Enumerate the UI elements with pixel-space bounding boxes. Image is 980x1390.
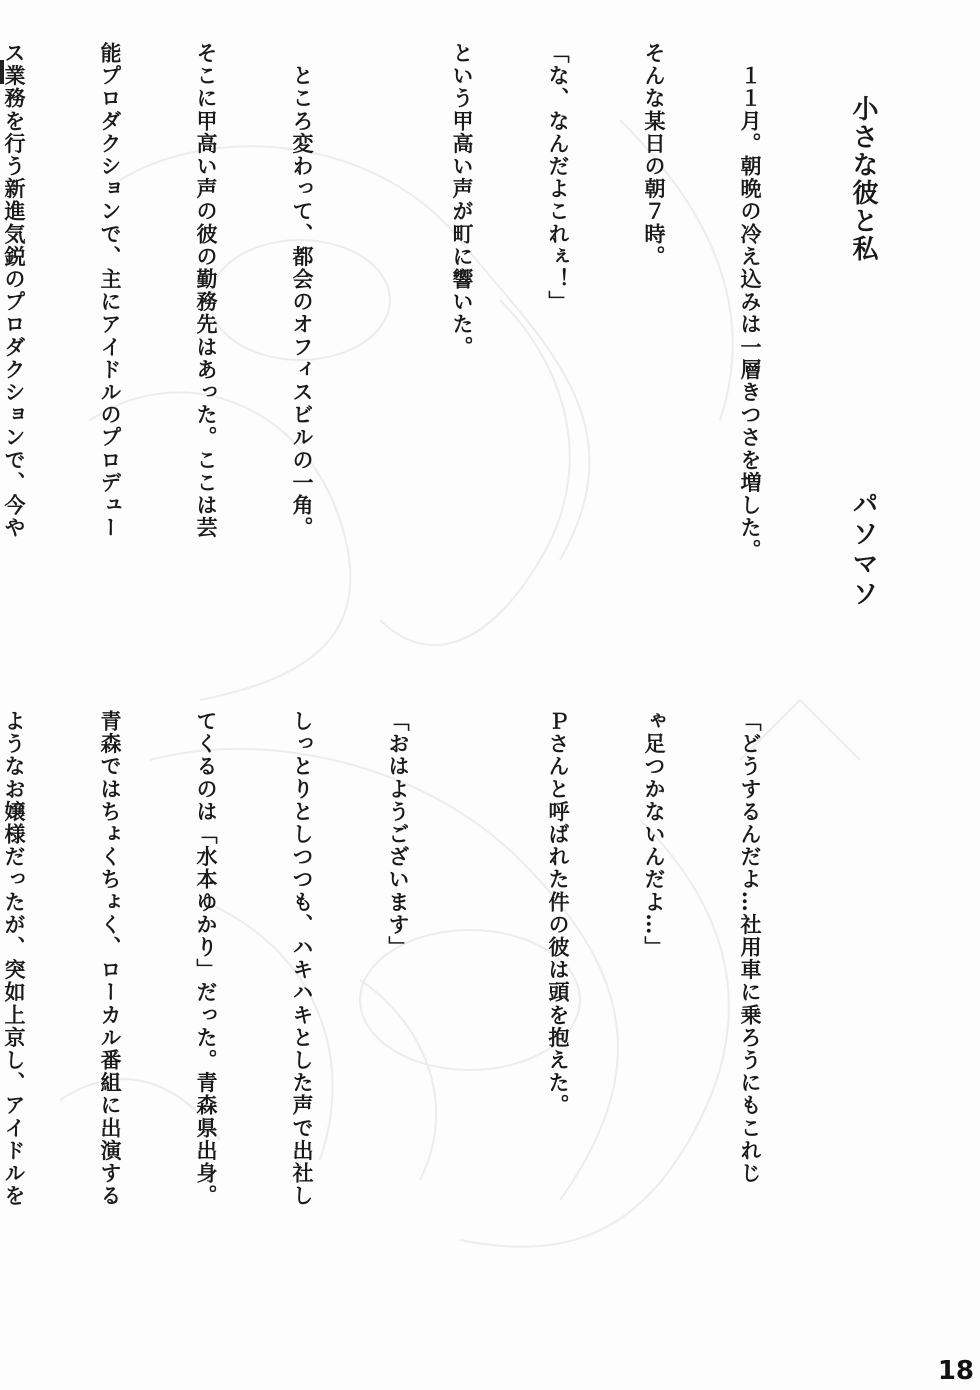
text-line: という甲高い声が町に響いた。 — [450, 42, 475, 359]
text-line: 能プロダクションで、主にアイドルのプロデュー — [98, 42, 123, 540]
text-line: しっとりとしつつも、ハキハキとした声で出社し — [290, 710, 315, 1208]
body-text-bottom — [0, 710, 830, 1360]
author-name: パソマソ — [848, 490, 878, 610]
body-text-top — [0, 42, 830, 682]
text-line: 「な、なんだよこれぇ！」 — [546, 42, 571, 314]
text-line: そこに甲高い声の彼の勤務先はあった。ここは芸 — [194, 42, 219, 540]
story-title: 小さな彼と私 — [848, 95, 878, 263]
text-line: ゃ足つかないんだよ…」 — [642, 710, 667, 959]
text-line: 「どうするんだよ…社用車に乗ろうにもこれじ — [738, 710, 763, 1185]
text-line: そんな某日の朝７時。 — [642, 42, 667, 268]
text-line: てくるのは「水本ゆかり」だった。青森県出身。 — [194, 710, 219, 1208]
text-line: 青森ではちょくちょく、ローカル番組に出演する — [98, 710, 123, 1208]
text-line: Ｐさんと呼ばれた件の彼は頭を抱えた。 — [546, 710, 571, 1117]
text-line: ス業務を行う新進気鋭のプロダクションで、今や — [2, 42, 27, 540]
text-line: ところ変わって、都会のオフィスビルの一角。 — [290, 42, 315, 540]
page-number: 18 — [937, 1356, 974, 1386]
text-line: 「おはようございます」 — [386, 710, 411, 959]
text-line: １１月。朝晩の冷え込みは一層きつさを増した。 — [738, 42, 763, 562]
text-line: ようなお嬢様だったが、突如上京し、アイドルを — [2, 710, 27, 1208]
